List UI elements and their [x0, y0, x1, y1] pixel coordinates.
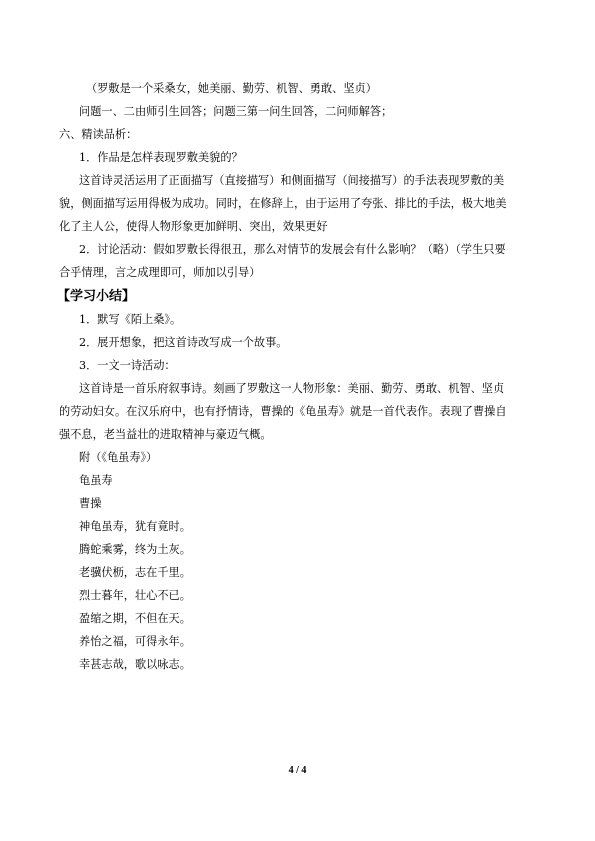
poem-verse: 幸甚志哉，歌以咏志。 — [79, 658, 191, 671]
paragraph-line: 这首诗是一首乐府叙事诗。刻画了罗敷这一人物形象：美丽、勤劳、勇敢、机智、坚贞 — [79, 382, 505, 395]
question-1: 1．作品是怎样表现罗敷美貌的？ — [79, 151, 243, 164]
poem-verse: 腾蛇乘雾，终为土灰。 — [79, 543, 191, 556]
paragraph-line: 貌，侧面描写运用得极为成功。同时，在修辞上，由于运用了夸张、排比的手法，极大地美 — [59, 197, 507, 210]
poem-verse: 盈缩之期，不但在天。 — [79, 612, 191, 625]
summary-item-2: 2．展开想象，把这首诗改写成一个故事。 — [79, 336, 288, 349]
question-2: 2．讨论活动：假如罗敷长得很丑，那么对情节的发展会有什么影响？（略）（学生只要 — [79, 243, 506, 256]
paragraph-line: 合乎情理，言之成理即可，师加以引导） — [59, 266, 261, 279]
paragraph-line: 强不息，老当益壮的进取精神与豪迈气概。 — [59, 428, 272, 441]
poem-verse: 烈士暮年，壮心不已。 — [79, 589, 191, 602]
summary-item-3: 3．一文一诗活动： — [79, 359, 176, 372]
paragraph-line: 的劳动妇女。在汉乐府中，也有抒情诗，曹操的《龟虽寿》就是一首代表作。表现了曹操自 — [59, 405, 507, 418]
section-heading-6: 六、精读品析： — [59, 128, 138, 141]
summary-heading: 【学习小结】 — [57, 289, 136, 304]
paragraph-line: 这首诗灵活运用了正面描写（直接描写）和侧面描写（间接描写）的手法表现罗敷的美 — [79, 174, 505, 187]
poem-verse: 老骥伏枥，志在千里。 — [79, 566, 191, 579]
paragraph-line: （罗敷是一个采桑女，她美丽、勤劳、机智、勇敢、坚贞） — [86, 82, 377, 95]
paragraph-line: 化了主人公，使得人物形象更加鲜明、突出，效果更好 — [59, 220, 328, 233]
poem-verse: 养怡之福，可得永年。 — [79, 635, 191, 648]
poem-author: 曹操 — [79, 497, 102, 510]
paragraph-line: 问题一、二由师引生回答；问题三第一问生回答，二问师解答； — [79, 105, 393, 118]
poem-title: 龟虽寿 — [79, 474, 113, 487]
appendix-label: 附（《龟虽寿》） — [79, 451, 158, 464]
page-number: 4 / 4 — [288, 765, 307, 776]
summary-item-1: 1．默写《陌上桑》。 — [79, 313, 182, 326]
poem-verse: 神龟虽寿，犹有竟时。 — [79, 520, 191, 533]
